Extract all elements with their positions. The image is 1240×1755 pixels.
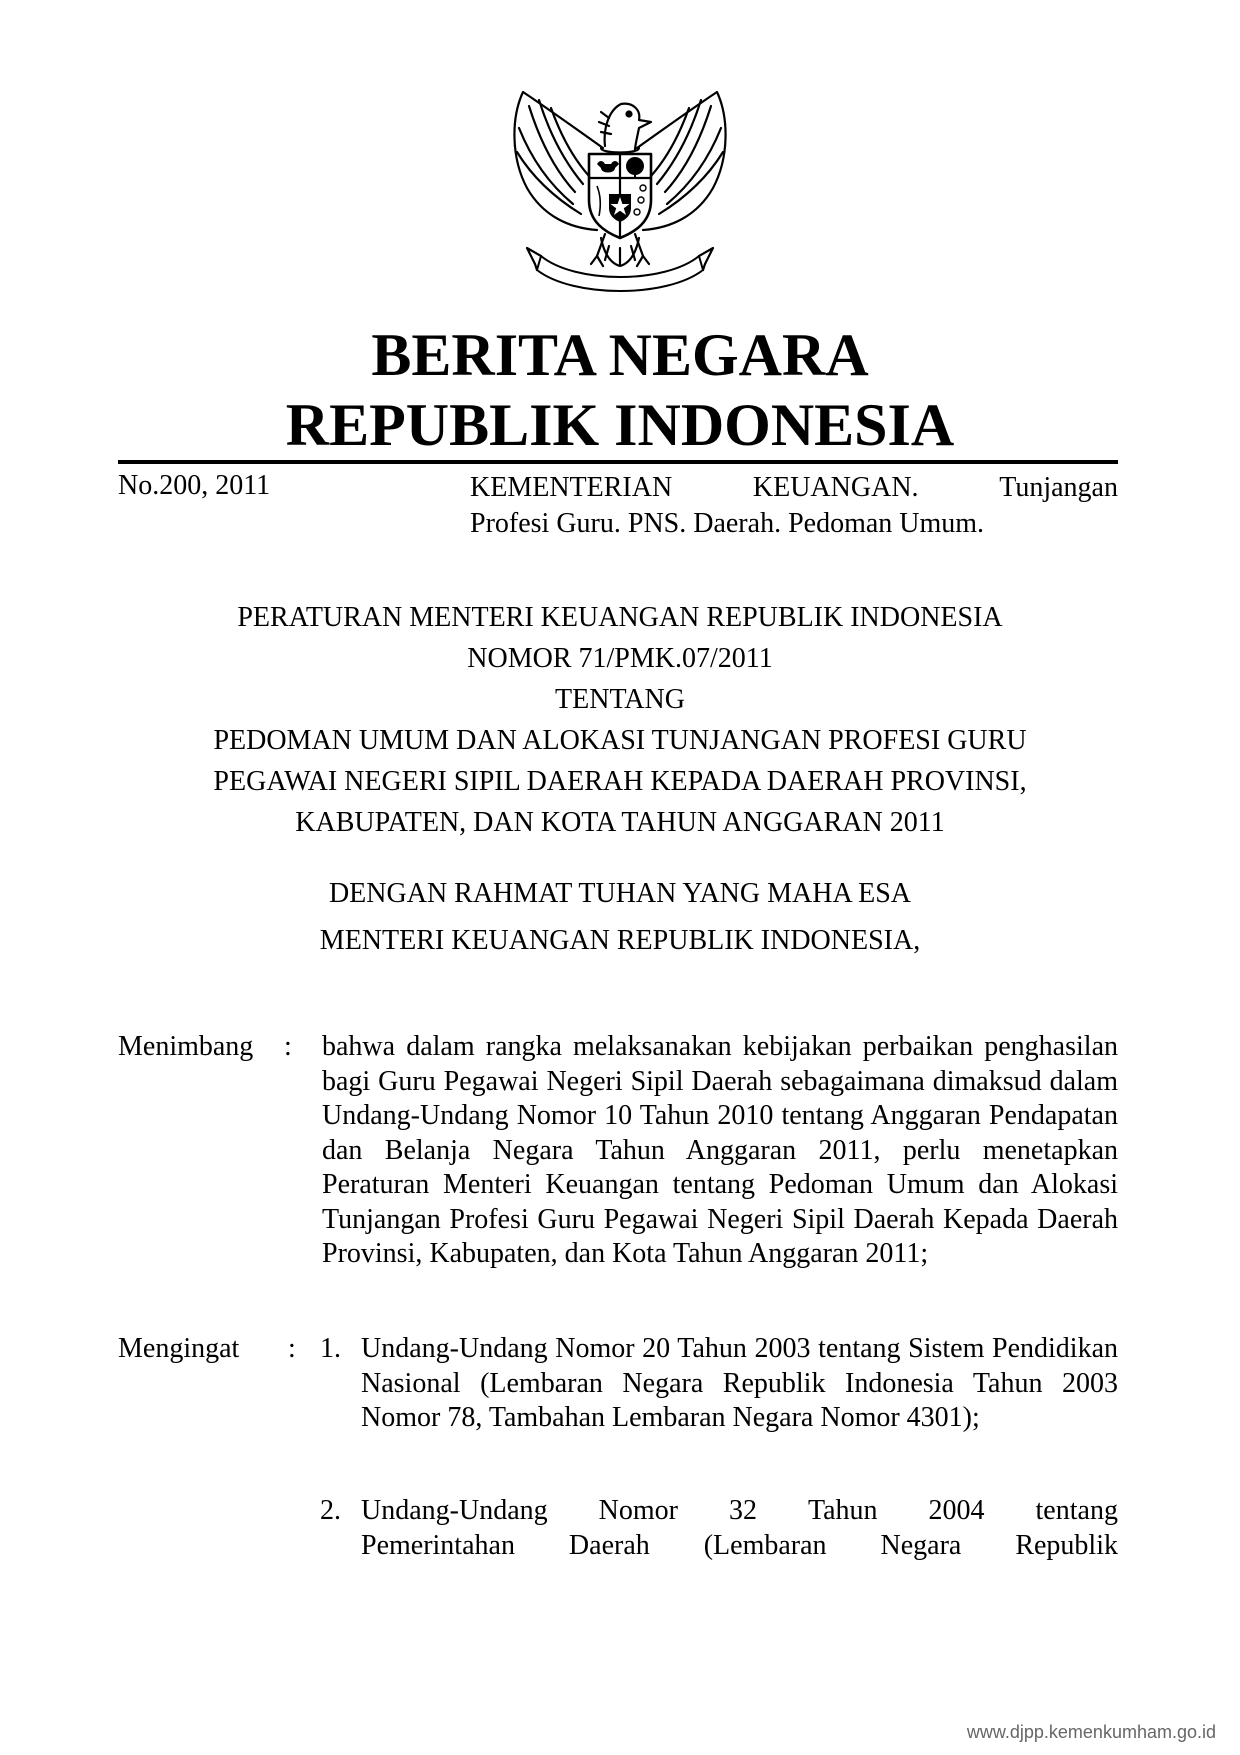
subject-word: KEUANGAN. [752,472,919,503]
preamble [120,870,1120,964]
header-rule [118,460,1118,464]
item-word: Republik [1015,1529,1118,1561]
mengingat-item-line [361,1529,1118,1564]
subject-word: KEMENTERIAN [470,472,673,503]
title-line: NOMOR 71/PMK.07/2011 [467,643,773,674]
item-word: tentang [1035,1495,1118,1526]
masthead-title: BERITA NEGARA [371,322,869,388]
item-word: 2004 [928,1495,985,1526]
preamble-line: DENGAN RAHMAT TUHAN YANG MAHA ESA [328,878,912,909]
item-word: 32 [728,1495,757,1526]
mengingat-item-text [361,1494,1118,1563]
title-line: KABUPATEN, DAN KOTA TAHUN ANGGARAN 2011 [295,807,945,838]
footer-url: www.djpp.kemenkumham.go.id [966,1722,1216,1742]
mengingat-item-text: Undang-Undang Nomor 20 Tahun 2003 tentang Sistem Pendidikan Nasional (Lembaran Negara Republik Indonesia Tahun 2003 Nomor 78, Tambahan Lembaran Negara Nomor 4301); [361,1333,1118,1433]
item-word: Daerah [568,1529,650,1561]
mengingat-colon: : [288,1333,296,1364]
menimbang-colon: : [284,1031,292,1062]
item-word: Nomor [598,1495,678,1526]
subject-word: Tunjangan [999,472,1118,503]
item-word: Pemerintahan [361,1529,515,1561]
mengingat-item-line [361,1494,1118,1529]
gazette-number: No.200, 2011 [118,470,271,501]
item-word: (Lembaran [703,1529,827,1561]
gazette-subject-line-2: Profesi Guru. PNS. Daerah. Pedoman Umum. [470,508,985,539]
title-line: PEGAWAI NEGERI SIPIL DAERAH KEPADA DAERAH PROVINSI, [213,766,1027,797]
item-word: Tahun [807,1495,878,1526]
item-word: Undang-Undang [361,1495,548,1526]
title-line: PERATURAN MENTERI KEUANGAN REPUBLIK INDONESIA [237,602,1003,633]
regulation-title [120,597,1120,843]
title-line: PEDOMAN UMUM DAN ALOKASI TUNJANGAN PROFESI GURU [213,725,1027,756]
menimbang-text: bahwa dalam rangka melaksanakan kebijakan perbaikan penghasilan bagi Guru Pegawai Negeri Sipil Daerah sebagaimana dimaksud dalam Undang-Undang Nomor 10 Tahun 2010 tentang Anggaran Pendapatan dan Belanja Negara Tahun Anggaran 2011, perlu menetapkan Peraturan Menteri Keuangan tentang Pedoman Umum dan Alokasi Tunjangan Profesi Guru Pegawai Negeri Sipil Daerah Kepada Daerah Provinsi, Kabupaten, dan Kota Tahun Anggaran 2011; [322,1031,1118,1269]
gazette-subject-line-1 [470,470,1118,506]
mengingat-item-number: 2. [320,1495,341,1526]
item-word: Negara [880,1529,962,1561]
gazette-subject [470,470,1118,542]
title-line: TENTANG [555,684,685,715]
mengingat-label: Mengingat [118,1333,240,1364]
mengingat-item-number: 1. [320,1333,341,1364]
preamble-line: MENTERI KEUANGAN REPUBLIK INDONESIA, [319,925,921,956]
menimbang-label: Menimbang [118,1031,254,1062]
masthead-subtitle: REPUBLIK INDONESIA [285,392,955,458]
garuda-emblem-icon [505,88,735,300]
